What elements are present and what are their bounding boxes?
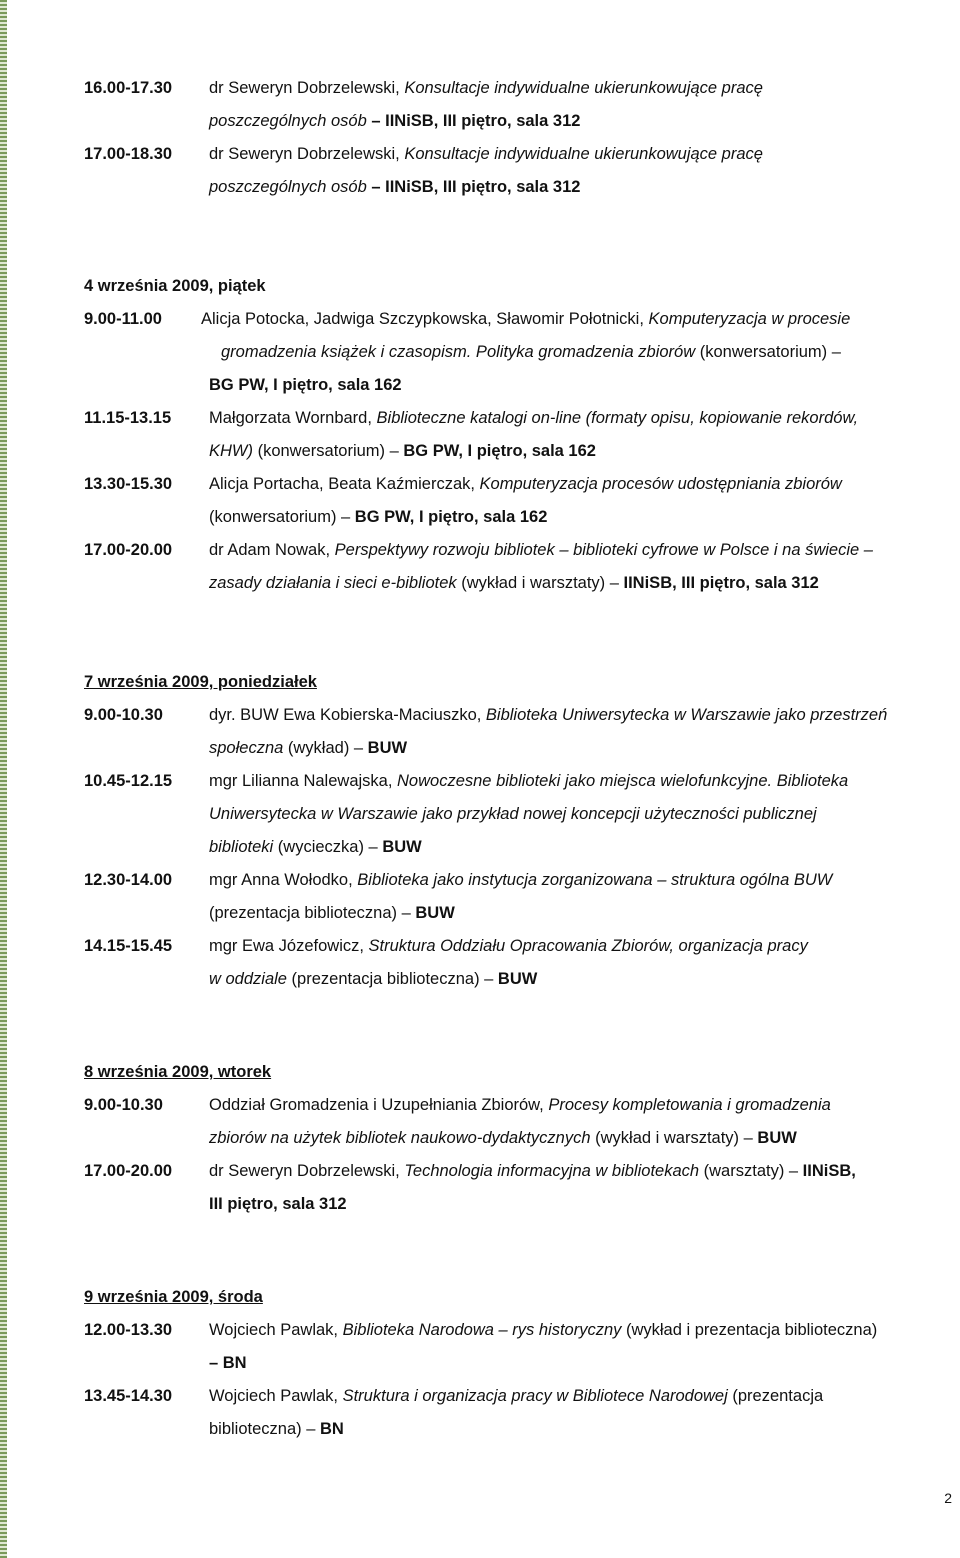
location: – BN [209,1354,247,1372]
location: BUW [757,1129,797,1147]
location: BUW [415,904,455,922]
location: – IINiSB, III piętro, sala 312 [366,178,581,196]
entry-body [209,765,954,864]
speaker: dyr. BUW Ewa Kobierska-Maciuszko, [209,706,486,724]
entry-body [209,864,954,930]
topic-cont: gromadzenia książek i czasopism. Polityka gromadzenia zbiorów [221,343,696,361]
schedule-entry [84,1155,954,1221]
topic: Biblioteczne katalogi on-line (formaty opisu, kopiowanie rekordów, [376,409,859,427]
topic: Konsultacje indywidualne ukierunkowujące pracę [404,79,763,97]
speaker: dr Seweryn Dobrzelewski, [209,145,405,163]
entry-time: 12.00-13.30 [84,1321,173,1339]
topic-cont: biblioteki [209,838,274,856]
speaker: Wojciech Pawlak, [209,1321,343,1339]
schedule-entry [84,138,954,204]
entry-body [209,468,954,534]
format: (warsztaty) – [699,1162,803,1180]
schedule-entry [84,468,954,534]
schedule-entry [84,402,954,468]
entry-time: 17.00-20.00 [84,541,173,559]
schedule-entry [84,534,954,600]
topic: Struktura Oddziału Opracowania Zbiorów, organizacja pracy [368,937,808,955]
location: IINiSB, III piętro, sala 312 [623,574,819,592]
speaker: mgr Lilianna Nalewajska, [209,772,398,790]
location: BUW [497,970,538,988]
format: (wykład) – [283,739,368,757]
topic: Struktura i organizacja pracy w Bibliotece Narodowej [342,1387,728,1405]
entry-time: 9.00-11.00 [84,310,162,328]
topic: Biblioteka Uniwersytecka w Warszawie jako przestrzeń [485,706,888,724]
entry-body [209,138,954,204]
schedule-entry [84,864,954,930]
format: (konwersatorium) – [695,343,841,361]
schedule-entry [84,765,954,864]
speaker: dr Adam Nowak, [209,541,335,559]
topic-cont: poszczególnych osób [209,112,367,130]
entry-body [209,534,954,600]
schedule-entry [84,72,954,138]
format: (prezentacja [727,1387,824,1405]
entry-body [209,1155,954,1221]
format: (wykład i warsztaty) – [590,1129,758,1147]
entry-body [209,1314,954,1380]
entry-time: 10.45-12.15 [84,772,173,790]
entry-time: 9.00-10.30 [84,706,163,724]
entry-body [201,303,954,402]
topic: Perspektywy rozwoju bibliotek – biblioteki cyfrowe w Polsce i na świecie – [334,541,873,559]
format: (wykład i prezentacja biblioteczna) [621,1321,878,1339]
entry-body [209,402,954,468]
location: IINiSB, [802,1162,856,1180]
topic: Procesy kompletowania i gromadzenia [548,1096,831,1114]
entry-body [209,1380,954,1446]
schedule-entry [84,1314,954,1380]
speaker: Małgorzata Wornbard, [209,409,377,427]
topic: Biblioteka jako instytucja zorganizowana – struktura ogólna BUW [357,871,833,889]
entry-time: 14.15-15.45 [84,937,173,955]
entry-time: 17.00-18.30 [84,145,173,163]
decorative-left-border [0,0,7,1558]
day-heading: 8 września 2009, wtorek [84,1063,272,1081]
speaker: Alicja Potocka, Jadwiga Szczypkowska, Sławomir Połotnicki, [201,310,649,328]
location: BG PW, I piętro, sala 162 [354,508,548,526]
schedule-page [84,72,954,1446]
entry-time: 9.00-10.30 [84,1096,163,1114]
topic-cont: poszczególnych osób [209,178,367,196]
entry-body [209,930,954,996]
day-heading: 7 września 2009, poniedziałek [84,673,317,691]
topic: Komputeryzacja w procesie [648,310,851,328]
topic: Nowoczesne biblioteki jako miejsca wielofunkcyjne. Biblioteka [397,772,849,790]
format: (prezentacja biblioteczna) – [209,904,416,922]
entry-time: 17.00-20.00 [84,1162,173,1180]
schedule-entry [84,699,954,765]
entry-time: 12.30-14.00 [84,871,173,889]
location: BG PW, I piętro, sala 162 [209,376,402,394]
schedule-entry [84,930,954,996]
location: BN [319,1420,344,1438]
location: BUW [367,739,408,757]
speaker: mgr Ewa Józefowicz, [209,937,369,955]
entry-time: 13.45-14.30 [84,1387,173,1405]
location-cont: III piętro, sala 312 [209,1195,347,1213]
schedule-entry [84,1089,954,1155]
topic: Technologia informacyjna w bibliotekach [404,1162,700,1180]
speaker: dr Seweryn Dobrzelewski, [209,79,405,97]
page-number: 2 [944,1490,952,1506]
format: (wykład i warsztaty) – [456,574,624,592]
format: (prezentacja biblioteczna) – [286,970,498,988]
entry-time: 13.30-15.30 [84,475,173,493]
speaker: dr Seweryn Dobrzelewski, [209,1162,405,1180]
speaker: Wojciech Pawlak, [209,1387,343,1405]
format: (konwersatorium) – [253,442,404,460]
day-heading: 4 września 2009, piątek [84,277,266,295]
schedule-entry [84,1380,954,1446]
day-heading: 9 września 2009, środa [84,1288,263,1306]
topic: Biblioteka Narodowa – rys historyczny [342,1321,622,1339]
speaker: mgr Anna Wołodko, [209,871,358,889]
location: BG PW, I piętro, sala 162 [403,442,596,460]
topic: Konsultacje indywidualne ukierunkowujące pracę [404,145,763,163]
location: – IINiSB, III piętro, sala 312 [366,112,581,130]
entry-time: 11.15-13.15 [84,409,172,427]
speaker: Oddział Gromadzenia i Uzupełniania Zbiorów, [209,1096,549,1114]
speaker: Alicja Portacha, Beata Kaźmierczak, [209,475,480,493]
topic-cont: KHW) [209,442,253,460]
schedule-entry [84,303,954,402]
topic-cont: zbiorów na użytek bibliotek naukowo-dydaktycznych [209,1129,591,1147]
entry-time: 16.00-17.30 [84,79,173,97]
topic-cont: w oddziale [209,970,287,988]
format: (konwersatorium) – [209,508,355,526]
entry-body [209,72,954,138]
topic-cont: społeczna [209,739,284,757]
entry-body [209,1089,954,1155]
format: (wycieczka) – [273,838,383,856]
format-cont: biblioteczna) – [209,1420,320,1438]
topic: Komputeryzacja procesów udostępniania zbiorów [479,475,842,493]
topic-cont: Uniwersytecka w Warszawie jako przykład nowej koncepcji użyteczności publicznej [209,805,817,823]
entry-body [209,699,954,765]
location: BUW [382,838,422,856]
topic-cont: zasady działania i sieci e-bibliotek [209,574,457,592]
